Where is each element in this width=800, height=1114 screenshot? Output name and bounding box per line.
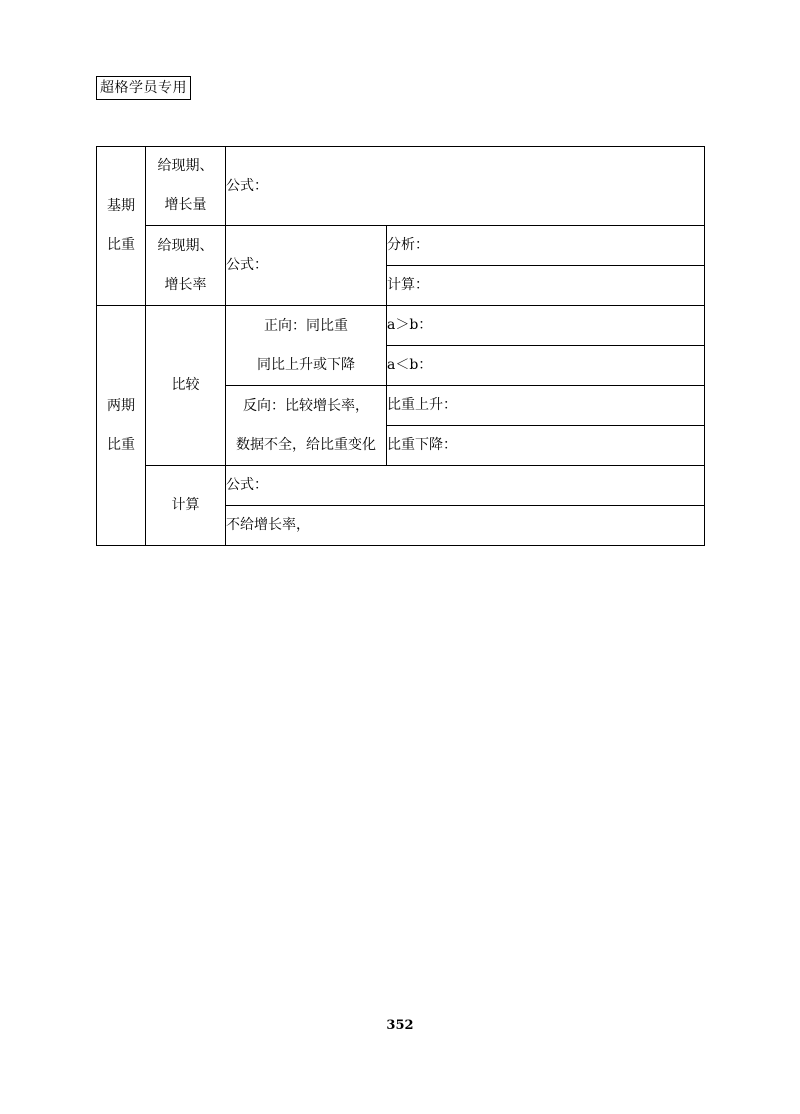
- compare-fall: 比重下降：: [387, 426, 705, 466]
- exclusive-tag: 超格学员专用: [96, 76, 191, 100]
- calculate-no-rate: 不给增长率，: [226, 506, 705, 546]
- compare-a-lt-b: a＜b：: [387, 346, 705, 386]
- table-row: [97, 226, 705, 266]
- compare-label: 比较: [146, 306, 226, 466]
- base-row2-analysis: 分析：: [387, 226, 705, 266]
- base-row1-formula: 公式：: [226, 147, 705, 226]
- base-row2-label: 给现期、 增长率: [146, 226, 226, 306]
- compare-reverse: 反向：比较增长率， 数据不全，给比重变化: [226, 386, 387, 466]
- calculate-formula: 公式：: [226, 466, 705, 506]
- calculate-label: 计算: [146, 466, 226, 546]
- base-period-label: 基期 比重: [97, 147, 146, 306]
- two-period-label: 两期 比重: [97, 306, 146, 546]
- base-row1-label: 给现期、 增长量: [146, 147, 226, 226]
- page-number: 352: [386, 1018, 414, 1033]
- compare-positive: 正向：同比重 同比上升或下降: [226, 306, 387, 386]
- compare-rise: 比重上升：: [387, 386, 705, 426]
- table-row: [97, 306, 705, 346]
- compare-a-gt-b: a＞b：: [387, 306, 705, 346]
- base-row2-formula: 公式：: [226, 226, 387, 306]
- base-row2-calc: 计算：: [387, 266, 705, 306]
- table-row: [97, 466, 705, 506]
- summary-table: [96, 146, 705, 546]
